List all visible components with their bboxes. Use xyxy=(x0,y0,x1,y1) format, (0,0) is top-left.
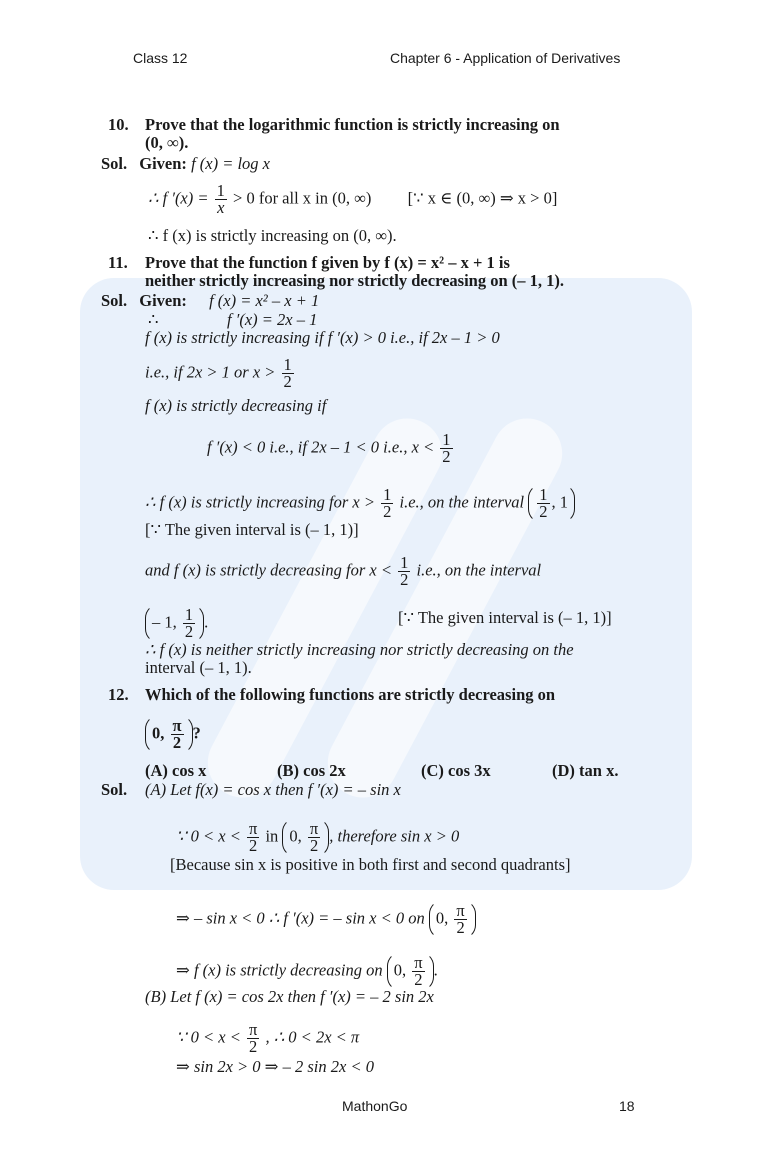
q11-inc-interval xyxy=(145,484,575,523)
interval-end: , 1 xyxy=(551,492,569,512)
sol-label: Sol. xyxy=(101,154,128,173)
b-since2-text: , ∴ 0 < 2x < π xyxy=(265,1027,360,1047)
in-text: in xyxy=(265,826,279,846)
q11-dec-interval xyxy=(145,555,541,588)
q11-text-line1: Prove that the function f given by f (x) = x² – x + 1 is xyxy=(145,253,510,272)
q12-a-because: [Because sin x is positive in both first and second quadrants] xyxy=(170,855,571,874)
q12-a-imp2 xyxy=(176,952,438,991)
interval-paren xyxy=(429,900,476,939)
q10-solution xyxy=(101,155,270,173)
q10-text-line2: (0, ∞). xyxy=(145,133,189,152)
page-number: 18 xyxy=(619,1098,635,1114)
header-class: Class 12 xyxy=(133,50,188,66)
fraction-half: $\frac{1}{2}$ xyxy=(184,605,194,641)
ie-text: i.e., if 2x > 1 or x > xyxy=(145,362,276,382)
interval-start: 0, xyxy=(152,723,165,743)
given-expr: f (x) = x² – x + 1 xyxy=(209,291,320,310)
period: . xyxy=(204,612,209,632)
fraction-half: $\frac{1}{2}$ xyxy=(539,485,548,521)
inc-interval-text: ∴ f (x) is strictly increasing for x > xyxy=(145,492,375,512)
on-interval-text: i.e., on the interval xyxy=(416,560,542,580)
q11-therefore: ∴ xyxy=(148,310,159,329)
therefore-text: , therefore sin x > 0 xyxy=(329,826,460,846)
fraction-pi-half: $\frac{\pi}{2}$ xyxy=(414,953,423,989)
given-label: Given: xyxy=(139,291,187,310)
q10-number: 10. xyxy=(108,115,129,134)
fraction-pi-half: $\frac{\pi}{2}$ xyxy=(172,716,182,752)
given-label: Given: xyxy=(139,154,187,173)
on-interval-text: i.e., on the interval xyxy=(399,492,525,512)
dec-interval-text: and f (x) is strictly decreasing for x < xyxy=(145,560,392,580)
interval-paren xyxy=(282,818,329,857)
fraction-pi-half: $\frac{\pi}{2}$ xyxy=(309,819,319,855)
deriv-note: [∵ x ∈ (0, ∞) ⇒ x > 0] xyxy=(407,188,558,208)
q11-interval2 xyxy=(145,604,208,643)
fraction-pi-half: $\frac{\pi}{2}$ xyxy=(248,819,258,855)
q12-b-line: (B) Let f (x) = cos 2x then f ′(x) = – 2 sin 2x xyxy=(145,987,434,1006)
q11-inc-cond: f (x) is strictly increasing if f ′(x) > 0 i.e., if 2x – 1 > 0 xyxy=(145,328,500,347)
q10-conclusion: ∴ f (x) is strictly increasing on (0, ∞). xyxy=(148,226,397,245)
q12-option-c: (C) cos 3x xyxy=(421,761,491,780)
interval-paren xyxy=(528,484,575,523)
q10-derivative xyxy=(148,183,557,216)
q12-option-a: (A) cos x xyxy=(145,761,207,780)
q12-b-imp: ⇒ sin 2x > 0 ⇒ – 2 sin 2x < 0 xyxy=(176,1057,374,1076)
period: . xyxy=(433,960,438,980)
q11-solution xyxy=(101,292,319,310)
fraction: $\frac{1}{x}$ xyxy=(216,181,225,217)
b-since-text: ∵ 0 < x < xyxy=(176,1027,241,1047)
interval-start: – 1, xyxy=(152,612,177,632)
imp1-text: ⇒ – sin x < 0 ∴ f ′(x) = – sin x < 0 on xyxy=(176,908,425,928)
q11-dec-head: f (x) is strictly decreasing if xyxy=(145,396,327,415)
q11-dec-cond xyxy=(207,432,455,465)
q11-given-interval-note: [∵ The given interval is (– 1, 1)] xyxy=(145,520,359,539)
q12-number: 12. xyxy=(108,685,129,704)
q11-conclusion-line1: ∴ f (x) is neither strictly increasing nor strictly decreasing on the xyxy=(145,640,574,659)
q11-conclusion-line2: interval (– 1, 1). xyxy=(145,658,252,677)
q11-text-line2: neither strictly increasing nor strictly decreasing on (– 1, 1). xyxy=(145,271,565,290)
q10-text-line1: Prove that the logarithmic function is strictly increasing on xyxy=(145,115,560,134)
fraction-half: $\frac{1}{2}$ xyxy=(400,553,409,589)
fraction-pi-half: $\frac{\pi}{2}$ xyxy=(248,1020,258,1056)
q12-a-since xyxy=(176,818,459,857)
interval-start: 0, xyxy=(435,908,449,928)
interval-paren xyxy=(145,715,193,754)
interval-paren xyxy=(387,952,434,991)
q11-number: 11. xyxy=(108,253,128,272)
q12-sol-label: Sol. xyxy=(101,780,128,799)
q11-derivative: f ′(x) = 2x – 1 xyxy=(227,310,318,329)
given-expr: f (x) = log x xyxy=(191,154,271,173)
a-since-text: ∵ 0 < x < xyxy=(176,826,241,846)
deriv-lhs: ∴ f ′(x) = xyxy=(148,188,209,208)
q12-interval xyxy=(145,715,201,754)
q12-option-b: (B) cos 2x xyxy=(277,761,346,780)
dec-cond-text: f ′(x) < 0 i.e., if 2x – 1 < 0 i.e., x < xyxy=(207,437,435,457)
q12-b-since xyxy=(176,1022,359,1055)
q12-a-line: (A) Let f(x) = cos x then f ′(x) = – sin x xyxy=(145,780,401,799)
interval-start: 0, xyxy=(393,960,407,980)
fraction-half: $\frac{1}{2}$ xyxy=(383,485,392,521)
deriv-rhs: > 0 for all x in (0, ∞) xyxy=(233,188,372,208)
header-chapter: Chapter 6 - Application of Derivatives xyxy=(390,50,621,66)
imp2-text: ⇒ f (x) is strictly decreasing on xyxy=(176,960,383,980)
question-mark: ? xyxy=(192,723,201,743)
interval-start: 0, xyxy=(289,826,302,846)
q12-option-d: (D) tan x. xyxy=(552,761,619,780)
fraction-pi-half: $\frac{\pi}{2}$ xyxy=(456,901,465,937)
q11-given-interval-note2: [∵ The given interval is (– 1, 1)] xyxy=(398,608,612,627)
fraction-half: $\frac{1}{2}$ xyxy=(283,355,292,391)
q12-text-line1: Which of the following functions are strictly decreasing on xyxy=(145,685,556,704)
footer-brand: MathonGo xyxy=(342,1098,408,1114)
sol-label: Sol. xyxy=(101,291,128,310)
q12-a-imp1 xyxy=(176,900,476,939)
fraction-half: $\frac{1}{2}$ xyxy=(442,430,451,466)
q11-ie-line xyxy=(145,357,296,390)
interval-paren xyxy=(145,604,204,643)
